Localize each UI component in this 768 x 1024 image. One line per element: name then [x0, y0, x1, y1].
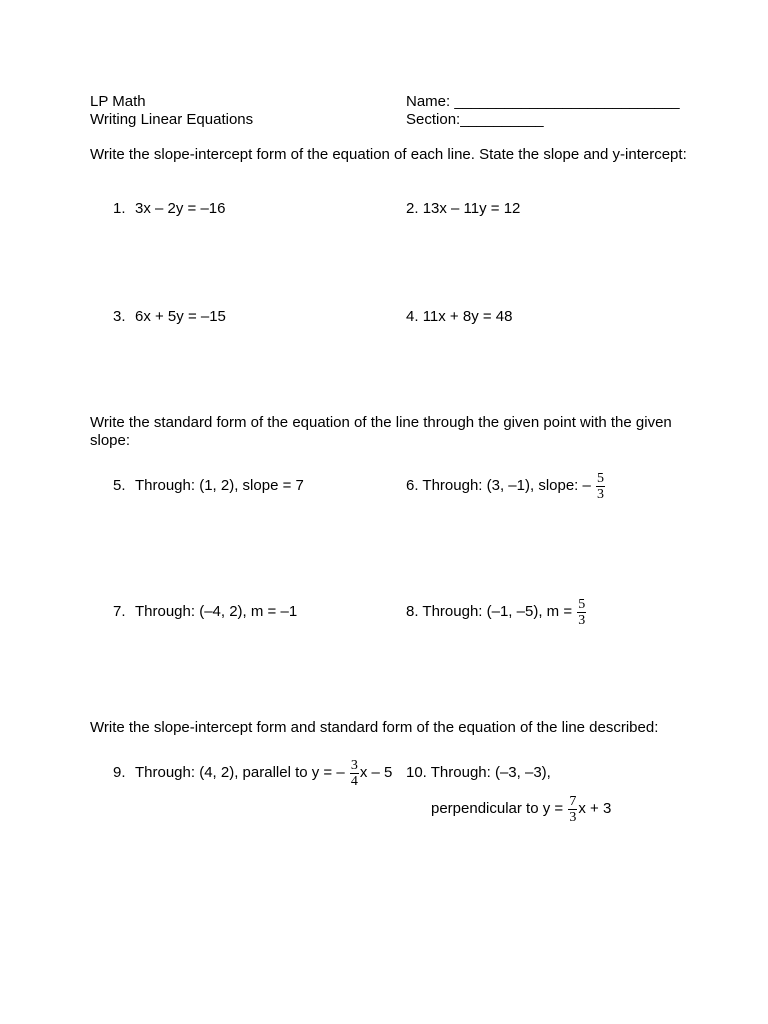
problem-text: Through: (–1, –5), m = [422, 603, 573, 620]
problem-9 [113, 755, 392, 791]
problem-10 [406, 764, 551, 782]
problem-10-line-2 [431, 791, 611, 827]
problem-2 [406, 200, 520, 218]
fraction-denominator: 3 [578, 612, 586, 628]
problem-text: 13x – 11y = 12 [422, 200, 521, 217]
slope-fraction [568, 794, 577, 825]
problem-text: Through: (–4, 2), m = –1 [135, 603, 298, 620]
problem-8 [406, 594, 587, 630]
problem-number: 5. [113, 477, 126, 494]
section-1-instruction: Write the slope-intercept form of the equation of each line. State the slope and y-intercept: [90, 146, 687, 163]
problem-3 [113, 308, 226, 326]
slope-fraction [577, 597, 586, 628]
fraction-numerator: 3 [350, 757, 358, 773]
section-field: Section:__________ [406, 111, 544, 128]
problem-text: Through: (3, –1), slope: – [422, 477, 591, 494]
problem-1 [113, 200, 225, 218]
section-2-instruction: Write the standard form of the equation of the line through the given point with the given slope: [90, 414, 672, 449]
problem-text: 11x + 8y = 48 [422, 308, 513, 325]
fraction-numerator: 5 [578, 596, 586, 612]
fraction-numerator: 5 [597, 470, 605, 486]
problem-number: 2. [406, 200, 419, 217]
name-field: Name: ___________________________ [406, 93, 680, 110]
problem-number: 4. [406, 308, 419, 325]
problem-text: Through: (4, 2), parallel to y = – [135, 764, 345, 781]
problem-number: 9. [113, 764, 126, 781]
slope-fraction [350, 758, 359, 789]
problem-number: 8. [406, 603, 419, 620]
slope-fraction [596, 471, 605, 502]
course-title: LP Math [90, 93, 146, 110]
section-3-instruction: Write the slope-intercept form and standard form of the equation of the line described: [90, 719, 659, 736]
problem-number: 1. [113, 200, 126, 217]
fraction-denominator: 4 [350, 773, 358, 789]
problem-number: 10. [406, 764, 427, 781]
worksheet-title: Writing Linear Equations [90, 111, 254, 128]
problem-7 [113, 603, 297, 621]
problem-text: 3x – 2y = –16 [135, 200, 226, 217]
problem-number: 3. [113, 308, 126, 325]
problem-text: Through: (1, 2), slope = 7 [135, 477, 304, 494]
problem-number: 6. [406, 477, 419, 494]
problem-text-after: x – 5 [359, 764, 393, 781]
problem-number: 7. [113, 603, 126, 620]
problem-text: perpendicular to y = [431, 800, 564, 817]
problem-text: 6x + 5y = –15 [135, 308, 226, 325]
fraction-denominator: 3 [569, 809, 577, 825]
problem-4 [406, 308, 512, 326]
fraction-numerator: 7 [569, 793, 577, 809]
problem-6 [406, 468, 606, 504]
fraction-denominator: 3 [597, 486, 605, 502]
problem-text-after: x + 3 [578, 800, 612, 817]
problem-5 [113, 477, 304, 495]
problem-text: Through: (–3, –3), [430, 764, 551, 781]
